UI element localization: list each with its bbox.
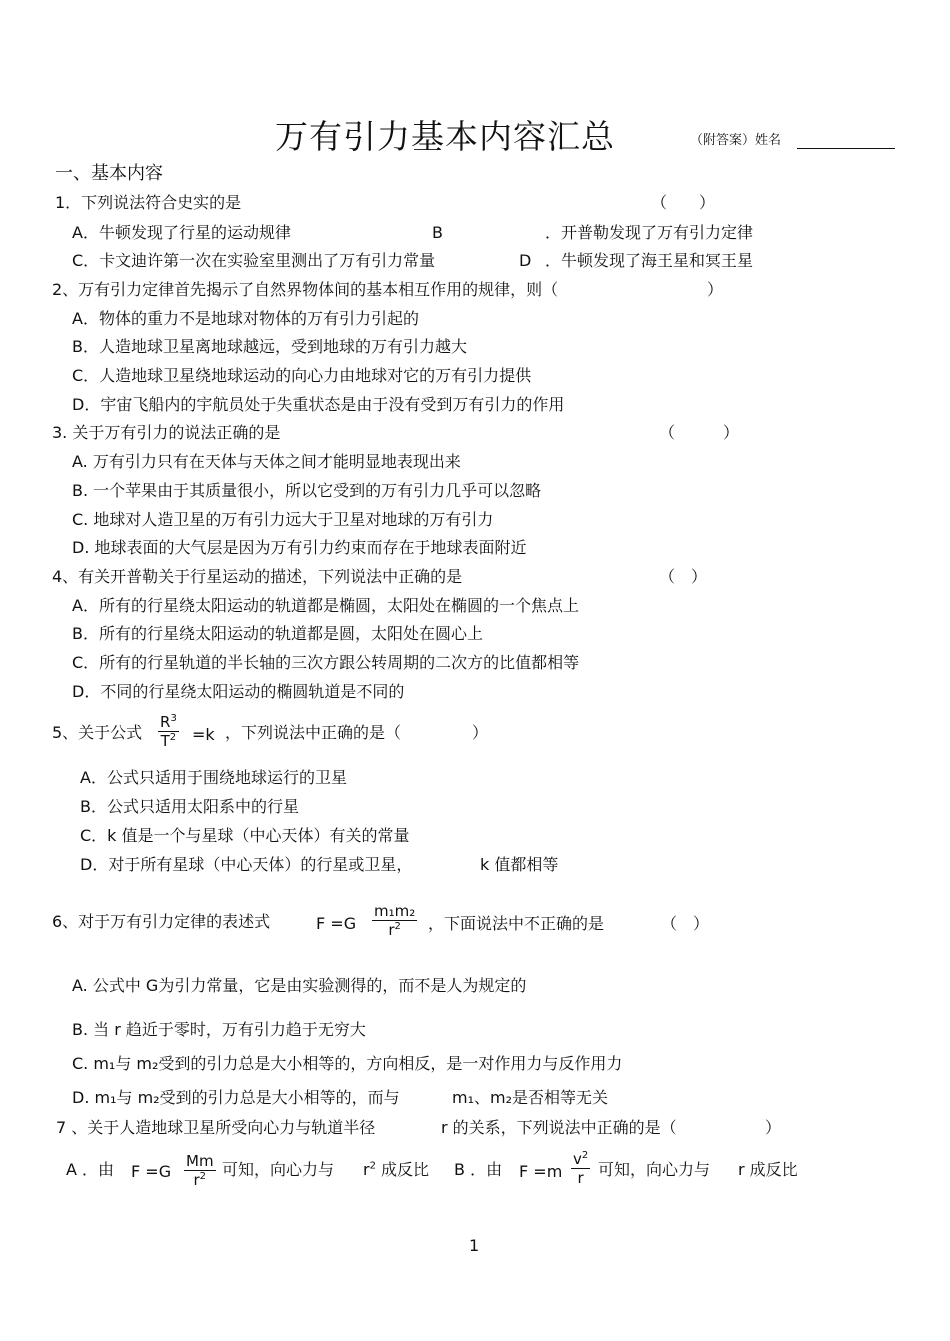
page-number: 1 — [469, 1236, 480, 1255]
q7-option-b-end: r 成反比 — [738, 1160, 798, 1179]
q6-formula-lhs: F =G — [316, 914, 357, 933]
q3-option-a: A. 万有引力只有在天体与天体之间才能明显地表现出来 — [72, 452, 461, 471]
q6-option-d-pre: D. m₁与 m₂受到的引力总是大小相等的，而与 — [72, 1088, 400, 1107]
q4-option-d: D．不同的行星绕太阳运动的椭圆轨道是不同的 — [72, 682, 405, 701]
q7-stem-pre: 7 、关于人造地球卫星所受向心力与轨道半径 — [56, 1118, 376, 1137]
q6-answer-paren: （ ） — [661, 914, 710, 933]
q7-option-a-pre: A ．由 — [66, 1160, 115, 1179]
q1-option-c: C．卡文迪许第一次在实验室里测出了万有引力常量 — [72, 251, 436, 270]
q7-option-b-fraction — [571, 1150, 590, 1187]
page-title: 万有引力基本内容汇总 — [275, 117, 615, 156]
q5-option-d-post: k 值都相等 — [480, 855, 559, 874]
q6-formula-fraction — [372, 902, 417, 939]
q5-close-paren: ） — [472, 723, 489, 742]
q4-answer-paren: （ ） — [659, 567, 708, 586]
q3-stem: 3. 关于万有引力的说法正确的是 — [52, 423, 281, 442]
q7-a-r: r — [363, 1160, 370, 1179]
q7-option-b-pre: B ．由 — [454, 1160, 503, 1179]
q3-option-c: C. 地球对人造卫星的万有引力远大于卫星对地球的万有引力 — [72, 510, 494, 529]
q7-stem-r: r 的关系，下列说法中正确的是（ — [441, 1118, 677, 1137]
q7-option-b-post: 可知，向心力与 — [598, 1160, 711, 1179]
q1-stem: 1．下列说法符合史实的是 — [55, 193, 242, 212]
q1-option-d-text: ．牛顿发现了海王星和冥王星 — [545, 251, 754, 270]
q6-option-b: B. 当 r 趋近于零时，万有引力趋于无穷大 — [72, 1020, 366, 1039]
section-heading: 一、基本内容 — [55, 163, 163, 184]
q7-a-den: r — [193, 1171, 200, 1189]
q6-num: m₁m₂ — [374, 902, 416, 920]
q7-b-num: v — [573, 1150, 582, 1168]
q3-option-b: B. 一个苹果由于其质量很小，所以它受到的万有引力几乎可以忽略 — [72, 481, 542, 500]
q7-option-a-fraction — [184, 1152, 216, 1189]
q7-option-a-end: 成反比 — [381, 1160, 430, 1179]
q5-option-b: B．公式只适用太阳系中的行星 — [80, 797, 299, 816]
q3-option-d: D. 地球表面的大气层是因为万有引力约束而存在于地球表面附近 — [72, 538, 527, 557]
q5-den: T — [160, 732, 170, 750]
q7-close-paren: ） — [765, 1118, 782, 1137]
q7-option-a-lhs: F =G — [131, 1162, 172, 1181]
q7-b-den: r — [571, 1168, 590, 1187]
q1-option-b-letter: B — [432, 223, 443, 242]
q2-option-c: C．人造地球卫星绕地球运动的向心力由地球对它的万有引力提供 — [72, 366, 532, 385]
q2-option-d: D．宇宙飞船内的宇航员处于失重状态是由于没有受到万有引力的作用 — [72, 395, 565, 414]
q7-a-den-exp: 2 — [199, 1171, 207, 1182]
q7-option-a-r — [363, 1160, 376, 1180]
q2-option-b: B．人造地球卫星离地球越远，受到地球的万有引力越大 — [72, 337, 467, 356]
q5-den-exp: 2 — [169, 732, 177, 743]
q4-option-a: A．所有的行星绕太阳运动的轨道都是椭圆，太阳处在椭圆的一个焦点上 — [72, 596, 579, 615]
q1-option-a: A．牛顿发现了行星的运动规律 — [72, 223, 291, 242]
q5-stem-pre: 5、关于公式 — [52, 723, 143, 742]
answer-note: （附答案） — [690, 133, 756, 148]
q7-option-b-lhs: F =m — [519, 1162, 563, 1181]
q7-a-num: Mm — [186, 1152, 214, 1170]
q4-stem: 4、有关开普勒关于行星运动的描述，下列说法中正确的是 — [52, 567, 463, 586]
q6-den-exp: 2 — [394, 921, 401, 932]
q2-option-a: A．物体的重力不是地球对物体的万有引力引起的 — [72, 309, 419, 328]
q6-option-a: A. 公式中 G为引力常量，它是由实验测得的，而不是人为规定的 — [72, 976, 527, 995]
q5-num-exp: 3 — [170, 713, 177, 724]
q5-option-a: A．公式只适用于围绕地球运行的卫星 — [80, 768, 347, 787]
q1-answer-paren: （ ） — [651, 193, 716, 212]
name-label: 姓名 — [755, 133, 782, 148]
q2-close-paren: ） — [707, 280, 724, 299]
name-blank-line — [797, 148, 895, 149]
q6-den: r — [388, 921, 395, 939]
q6-option-c: C. m₁与 m₂受到的引力总是大小相等的，方向相反，是一对作用力与反作用力 — [72, 1054, 623, 1073]
q7-b-num-exp: 2 — [581, 1150, 589, 1161]
q6-stem-pre: 6、对于万有引力定律的表述式 — [52, 912, 271, 931]
q7-a-r-exp: 2 — [369, 1160, 376, 1172]
q2-stem: 2、万有引力定律首先揭示了自然界物体间的基本相互作用的规律，则（ — [52, 280, 559, 299]
q6-stem-post: ，下面说法中不正确的是 — [428, 914, 605, 933]
q5-stem-post: ，下列说法中正确的是（ — [225, 723, 402, 742]
q4-option-b: B．所有的行星绕太阳运动的轨道都是圆，太阳处在圆心上 — [72, 624, 483, 643]
q7-option-a-post: 可知，向心力与 — [222, 1160, 335, 1179]
q3-answer-paren: （ ） — [659, 423, 740, 442]
q6-option-d-post: m₁、m₂是否相等无关 — [452, 1088, 609, 1107]
q5-formula-fraction — [158, 713, 179, 750]
q5-option-d-pre: D．对于所有星球（中心天体）的行星或卫星， — [80, 855, 413, 874]
q5-formula-eq: =k — [192, 725, 215, 744]
q1-option-d-letter: D — [519, 251, 532, 270]
q1-option-b-text: ．开普勒发现了万有引力定律 — [545, 223, 754, 242]
q4-option-c: C．所有的行星轨道的半长轴的三次方跟公转周期的二次方的比值都相等 — [72, 653, 580, 672]
q5-option-c: C．k 值是一个与星球（中心天体）有关的常量 — [80, 826, 410, 845]
q5-num: R — [160, 713, 171, 731]
